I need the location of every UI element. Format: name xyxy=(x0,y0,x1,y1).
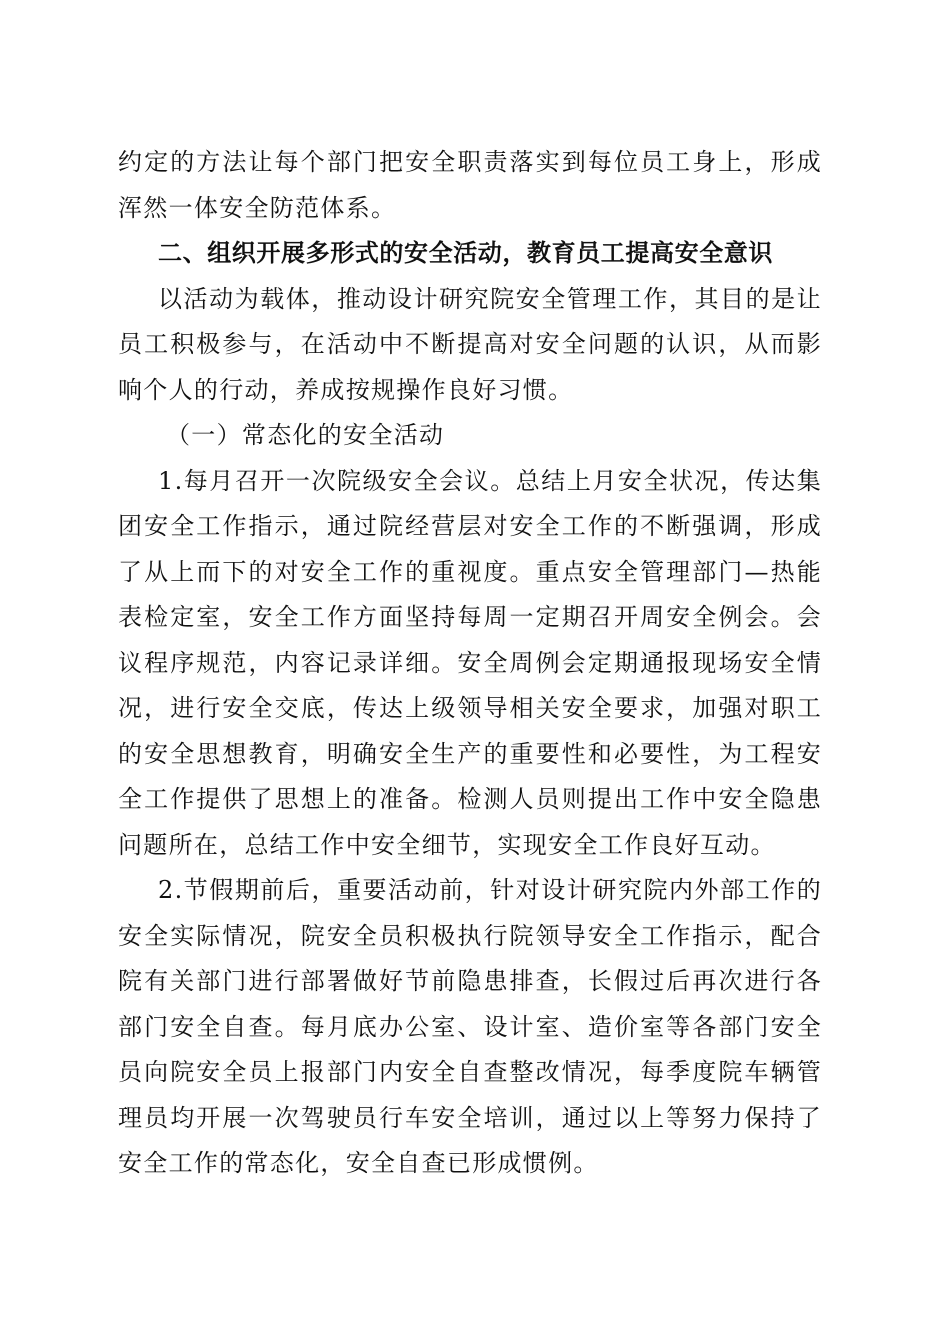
paragraph-line: 的安全思想教育，明确安全生产的重要性和必要性，为工程安 xyxy=(118,739,822,768)
paragraph-line: 浑然一体安全防范体系。 xyxy=(118,193,397,222)
section-heading: 二、组织开展多形式的安全活动，教育员工提高安全意识 xyxy=(158,239,773,267)
paragraph-line: 以活动为载体，推动设计研究院安全管理工作，其目的是让 xyxy=(158,284,822,313)
document-body xyxy=(118,140,822,1187)
paragraph-line: 表检定室，安全工作方面坚持每周一定期召开周安全例会。会 xyxy=(118,603,822,631)
paragraph-line: 院有关部门进行部署做好节前隐患排查，长假过后再次进行各 xyxy=(118,967,822,995)
paragraph-line: 响个人的行动，养成按规操作良好习惯。 xyxy=(118,375,574,404)
paragraph-line: 理员均开展一次驾驶员行车安全培训，通过以上等努力保持了 xyxy=(118,1103,822,1132)
paragraph-line: 员工积极参与，在活动中不断提高对安全问题的认识，从而影 xyxy=(118,330,822,358)
paragraph-line: 安全实际情况，院安全员积极执行院领导安全工作指示，配合 xyxy=(118,921,822,950)
sub-heading: （一）常态化的安全活动 xyxy=(166,421,445,449)
paragraph-line: 况，进行安全交底，传达上级领导相关安全要求，加强对职工 xyxy=(118,694,822,722)
paragraph-line: 部门安全自查。每月底办公室、设计室、造价室等各部门安全 xyxy=(118,1012,822,1041)
paragraph-line: 问题所在，总结工作中安全细节，实现安全工作良好互动。 xyxy=(118,830,776,859)
paragraph-line: 全工作提供了思想上的准备。检测人员则提出工作中安全隐患 xyxy=(118,785,822,813)
paragraph-line: 1.每月召开一次院级安全会议。总结上月安全状况，传达集 xyxy=(158,466,822,495)
paragraph-line: 议程序规范，内容记录详细。安全周例会定期通报现场安全情 xyxy=(118,648,822,677)
paragraph-line: 2.节假期前后，重要活动前，针对设计研究院内外部工作的 xyxy=(158,876,822,904)
paragraph-line: 安全工作的常态化，安全自查已形成惯例。 xyxy=(118,1149,599,1177)
paragraph-line: 约定的方法让每个部门把安全职责落实到每位员工身上，形成 xyxy=(118,148,822,176)
paragraph-line: 团安全工作指示，通过院经营层对安全工作的不断强调，形成 xyxy=(118,512,822,540)
paragraph-line: 了从上而下的对安全工作的重视度。重点安全管理部门—热能 xyxy=(118,557,822,586)
paragraph-line: 员向院安全员上报部门内安全自查整改情况，每季度院车辆管 xyxy=(118,1058,822,1086)
